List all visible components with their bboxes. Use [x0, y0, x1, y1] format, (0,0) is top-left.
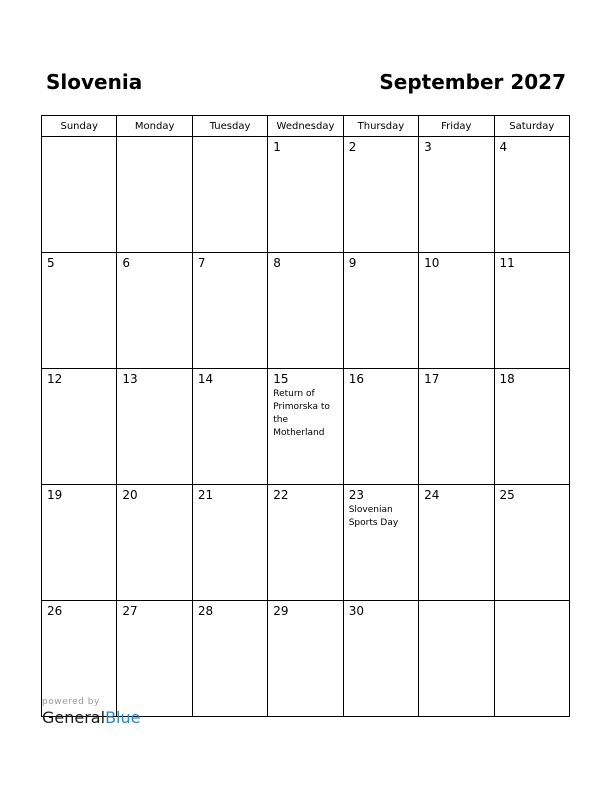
weekday-tuesday: Tuesday: [192, 116, 267, 137]
day-number: 1: [273, 140, 281, 154]
day-number: 4: [499, 140, 508, 154]
powered-by-text: powered by: [42, 697, 100, 707]
calendar-day-cell: [117, 137, 192, 253]
calendar-day-cell: [268, 137, 343, 253]
calendar-day-cell: [494, 253, 569, 369]
day-number: 17: [424, 372, 440, 386]
calendar-day-cell: [117, 485, 192, 601]
day-number: 20: [122, 488, 138, 502]
weekday-wednesday: Wednesday: [268, 116, 343, 137]
day-number: 8: [273, 256, 281, 270]
weekday-header-row: [42, 116, 570, 137]
calendar-day-cell: [494, 485, 569, 601]
holiday-label: Return of Primorska to the Motherland: [273, 389, 330, 438]
calendar-week-row: [42, 137, 570, 253]
calendar-grid: [41, 115, 570, 717]
day-number: 25: [499, 488, 515, 502]
calendar-day-cell: [419, 485, 494, 601]
month-year-title: September 2027: [379, 70, 566, 94]
day-number: 9: [348, 256, 357, 270]
day-number: 7: [197, 256, 206, 270]
day-number: 30: [348, 604, 364, 618]
weekday-friday: Friday: [419, 116, 494, 137]
weekday-thursday: Thursday: [343, 116, 418, 137]
calendar-day-cell: [268, 601, 343, 717]
calendar-day-cell: [419, 369, 494, 485]
calendar-day-cell: [494, 137, 569, 253]
calendar-day-cell: [192, 485, 267, 601]
calendar-day-cell: [268, 485, 343, 601]
calendar-day-cell: [343, 137, 418, 253]
calendar-day-cell: [419, 137, 494, 253]
calendar-day-cell: [343, 253, 418, 369]
day-number: 16: [348, 372, 364, 386]
calendar-day-cell: [343, 601, 418, 717]
day-number: 26: [47, 604, 63, 618]
calendar-day-cell: [42, 137, 117, 253]
calendar-day-cell: [192, 137, 267, 253]
day-number: 10: [424, 256, 440, 270]
day-number: 14: [197, 372, 214, 386]
day-number: 29: [273, 604, 289, 618]
calendar-week-row: [42, 369, 570, 485]
day-number: 19: [47, 488, 63, 502]
calendar-day-cell: [192, 601, 267, 717]
day-number: 27: [122, 604, 138, 618]
calendar-day-cell: [42, 369, 117, 485]
calendar-day-cell: [192, 253, 267, 369]
day-number: 12: [47, 372, 63, 386]
holiday-label: Slovenian Sports Day: [348, 505, 399, 528]
day-number: 22: [273, 488, 289, 502]
calendar-day-cell: [117, 253, 192, 369]
calendar-day-cell: [343, 369, 418, 485]
day-number: 23: [348, 488, 364, 502]
weekday-saturday: Saturday: [494, 116, 569, 137]
footer-branding: [42, 697, 140, 728]
day-number: 28: [197, 604, 214, 618]
weekday-monday: Monday: [117, 116, 192, 137]
calendar-day-cell: [268, 253, 343, 369]
calendar-day-cell: [494, 369, 569, 485]
calendar-day-cell: [117, 369, 192, 485]
brand-general: General: [42, 708, 106, 727]
calendar-day-cell: [42, 253, 117, 369]
calendar-day-cell: [192, 369, 267, 485]
calendar-week-row: [42, 485, 570, 601]
weekday-sunday: Sunday: [42, 116, 117, 137]
day-number: 15: [273, 372, 289, 386]
day-number: 5: [47, 256, 55, 270]
country-title: Slovenia: [46, 70, 143, 94]
day-number: 18: [499, 372, 515, 386]
calendar-day-cell: [494, 601, 569, 717]
day-number: 24: [424, 488, 440, 502]
day-number: 6: [122, 256, 131, 270]
generalblue-logo: [42, 708, 140, 728]
calendar-week-row: [42, 253, 570, 369]
day-number: 11: [499, 256, 515, 270]
calendar-day-cell: [343, 485, 418, 601]
calendar-day-cell: [419, 253, 494, 369]
calendar-day-cell: [268, 369, 343, 485]
day-number: 13: [122, 372, 138, 386]
day-number: 2: [348, 140, 357, 154]
day-number: 21: [197, 488, 214, 502]
calendar-day-cell: [42, 485, 117, 601]
calendar-day-cell: [419, 601, 494, 717]
brand-blue: Blue: [105, 708, 141, 727]
day-number: 3: [424, 140, 432, 154]
